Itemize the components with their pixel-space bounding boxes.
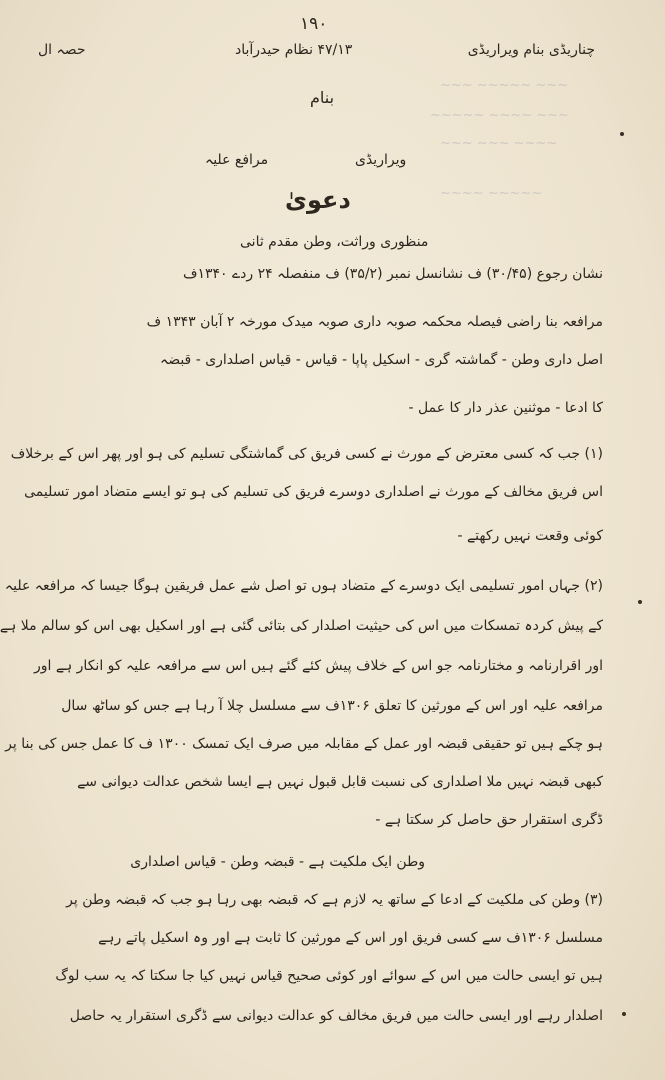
header-case-title: چناریڈی بنام ویراریڈی — [467, 42, 595, 58]
paragraph-line: (۲) جہاں امور تسلیمی ایک دوسرے کے متضاد ہوں تو اصل شے عمل فریقین ہوگا جیسا کہ مرافعہ علیہ — [4, 578, 603, 594]
paragraph-line: ہیں تو ایسی حالت میں اس کے سوائے اور کوئی صحیح قیاس نہیں کیا جا سکتا کہ یہ سب لوگ — [55, 968, 603, 984]
document-subtitle: منظوری وراثت، وطن مقدم ثانی — [240, 234, 429, 250]
document-title: دعویٰ — [285, 186, 351, 214]
paragraph-line: اس فریق مخالف کے مورث نے اصلداری دوسرے فریق کی تسلیم کی ہو تو ایسے متضاد امور تسلیمی — [24, 484, 603, 500]
bleed-through-text: ~~~~~ ~~~~ — [440, 186, 543, 201]
paragraph-line: اور اقرارنامہ و مختارنامہ جو اس کے خلاف پیش کئے گئے ہیں اس سے مرافعہ علیہ کو انکار ہے اور — [33, 658, 603, 674]
paragraph-line: (۱) جب کہ کسی معترض کے مورث نے کسی فریق کی گماشتگی تسلیم کی ہو اور پھر اس کے برخلاف — [10, 446, 603, 462]
paragraph-line: کوئی وقعت نہیں رکھتے - — [457, 528, 603, 544]
header-section-label: حصہ ال — [38, 42, 86, 58]
party-respondent: مرافع علیہ — [205, 152, 269, 168]
bleed-through-text: ~~~ ~~~~ ~~~~~ — [430, 108, 569, 123]
paragraph-line: مسلسل ۱۳۰۶ف سے کسی فریق اور اس کے مورثین کا ثابت ہے اور وہ اسکیل پاتے رہے — [98, 930, 603, 946]
margin-mark — [622, 1012, 626, 1016]
paragraph-line: مرافعہ علیہ اور اس کے مورثین کا تعلق ۱۳۰۶ف سے مسلسل چلا آ رہا ہے جس کو ساٹھ سال — [61, 698, 603, 714]
paragraph-line: ڈگری استقرار حق حاصل کر سکتا ہے - — [375, 812, 603, 828]
paragraph-line: مرافعہ بنا راضی فیصلہ محکمہ صوبہ داری صوبہ میدک مورخہ ۲ آبان ۱۳۴۳ ف — [146, 314, 603, 330]
margin-mark — [638, 600, 642, 604]
paragraph-line: اصلدار رہے اور ایسی حالت میں فریق مخالف کو عدالت دیوانی سے ڈگری استقرار یہ حاصل — [69, 1008, 603, 1024]
paragraph-line: (۳) وطن کی ملکیت کے ادعا کے ساتھ یہ لازم ہے کہ قبضہ بھی رہا ہو جب کہ قبضہ وطن پر — [66, 892, 603, 908]
banam-heading: بنام — [310, 88, 335, 107]
paragraph-line: اصل داری وطن - گماشتہ گری - اسکیل پاپا - قیاس - قیاس اصلداری - قبضہ — [159, 352, 603, 368]
party-name: ویراریڈی — [355, 152, 407, 168]
paragraph-line: کبھی قبضہ نہیں ملا اصلداری کی نسبت قابل قبول نہیں ہے ایسا شخص عدالت دیوانی سے — [77, 774, 603, 790]
paragraph-line: ہو چکے ہیں تو حقیقی قبضہ اور عمل کے مقابلہ میں صرف ایک تمسک ۱۳۰۰ ف کا عمل جس کی بنا پر — [5, 736, 603, 752]
reference-line: نشان رجوع (۳۰/۴۵) ف نشانسل نمبر (۳۵/۲) ف منفصلہ ۲۴ ردے ۱۳۴۰ف — [182, 266, 603, 282]
page-number: ۱۹۰ — [300, 14, 328, 34]
bleed-through-text: ~~~~ ~~~ ~~~ — [440, 136, 558, 151]
margin-mark — [620, 132, 624, 136]
header-case-number: ۴۷/۱۳ نظام حیدرآباد — [235, 42, 353, 58]
paragraph-line: کا ادعا - موثنین عذر دار کا عمل - — [408, 400, 603, 416]
bleed-through-text: ~~~ ~~~~~ ~~~ — [440, 78, 569, 93]
section-heading: وطن ایک ملکیت ہے - قبضہ وطن - قیاس اصلداری — [130, 854, 425, 870]
paragraph-line: کے پیش کردہ تمسکات میں اس کی حیثیت اصلدار کی بتائی گئی ہے اور اسکیل بھی اس کو سالم ملا ہے — [0, 618, 603, 634]
